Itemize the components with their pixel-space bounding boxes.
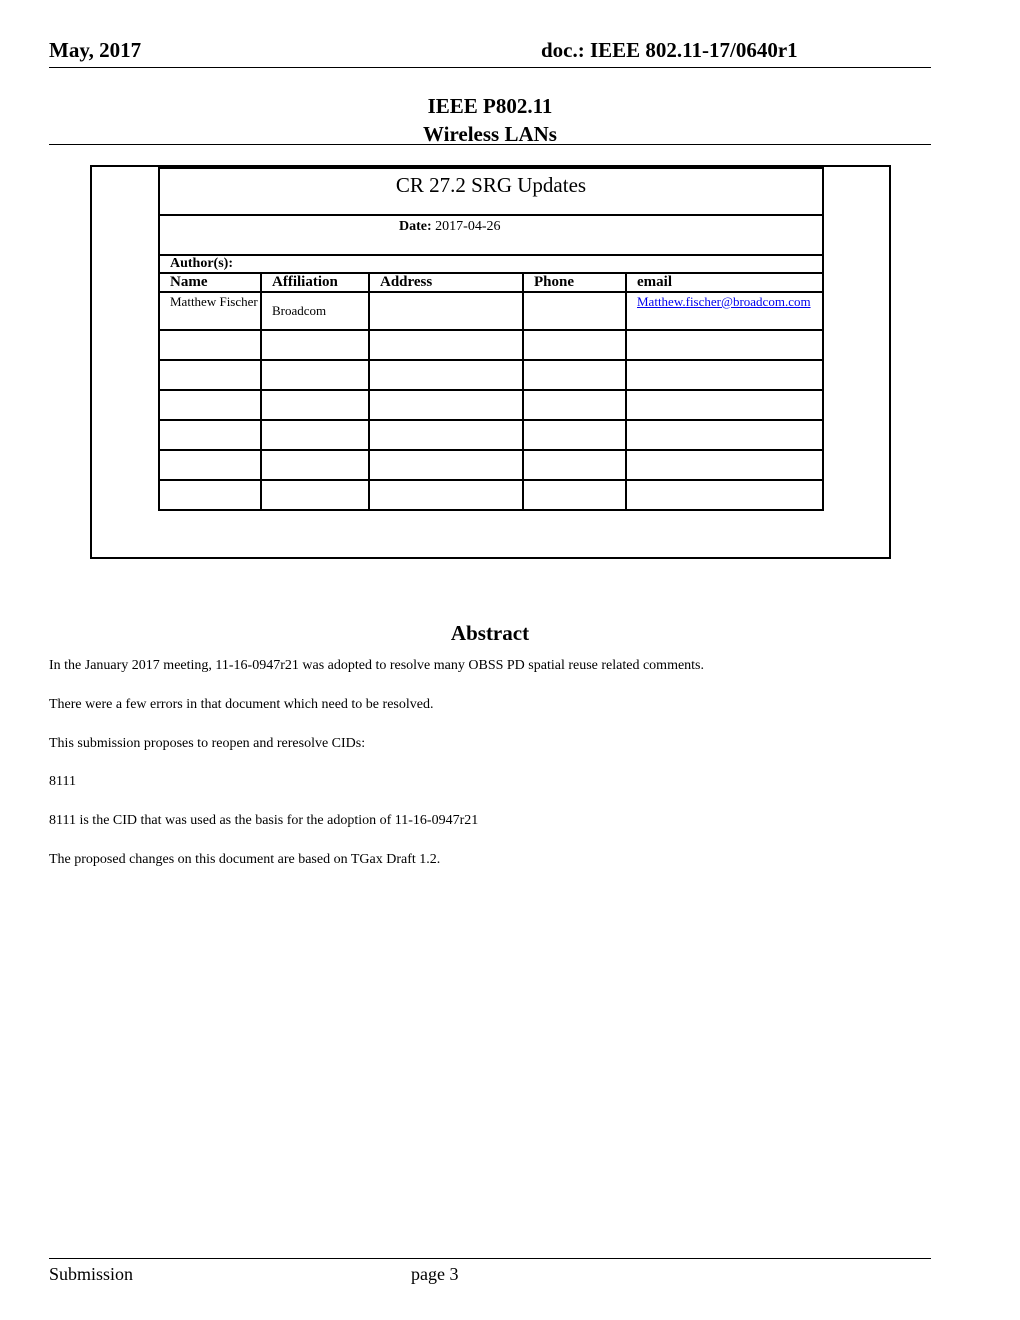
footer-submission: Submission (49, 1264, 134, 1284)
date-value: 2017-04-26 (435, 219, 501, 234)
empty-author-row (159, 420, 823, 450)
title-rule (49, 144, 931, 145)
title-line-1: IEEE P802.11 (427, 94, 553, 118)
author-email-link[interactable]: Matthew.fischer@broadcom.com (637, 294, 811, 309)
abstract-title: Abstract (450, 621, 530, 645)
empty-author-row (159, 450, 823, 480)
date-cell (159, 215, 823, 255)
column-header-phone: Phone (523, 273, 626, 292)
header-date: May, 2017 (49, 38, 142, 62)
document-title: CR 27.2 SRG Updates (395, 173, 587, 197)
title-block (49, 92, 931, 148)
empty-author-row (159, 390, 823, 420)
abstract-paragraph: 8111 is the CID that was used as the basis for the adoption of 11-16-0947r21 (49, 813, 479, 828)
abstract-paragraph: This submission proposes to reopen and reresolve CIDs: (49, 736, 366, 751)
author-name: Matthew Fischer (159, 292, 261, 330)
column-header-affiliation: Affiliation (261, 273, 369, 292)
title-line-2: Wireless LANs (423, 122, 557, 146)
empty-author-row (159, 480, 823, 510)
abstract-paragraph: There were a few errors in that document which need to be resolved. (49, 697, 434, 712)
author-phone (523, 292, 626, 330)
column-header-name: Name (159, 273, 261, 292)
column-header-row (159, 273, 823, 292)
header-doc-id: doc.: IEEE 802.11-17/0640r1 (541, 38, 798, 62)
header-rule (49, 67, 931, 68)
author-row (159, 292, 823, 330)
document-info-table (158, 167, 824, 511)
author-affiliation: Broadcom (261, 292, 369, 330)
footer-page-number: page 3 (411, 1264, 459, 1284)
abstract-paragraph: In the January 2017 meeting, 11-16-0947r21 was adopted to resolve many OBSS PD spatial reuse related comments. (49, 658, 705, 673)
abstract-paragraph: 8111 (49, 774, 76, 789)
empty-author-row (159, 360, 823, 390)
authors-label: Author(s): (159, 255, 823, 273)
column-header-email: email (626, 273, 823, 292)
document-title-cell (159, 168, 823, 215)
author-address (369, 292, 523, 330)
date-label: Date: (399, 219, 432, 234)
empty-author-row (159, 330, 823, 360)
footer-rule (49, 1258, 931, 1259)
abstract-paragraph: The proposed changes on this document are based on TGax Draft 1.2. (49, 852, 441, 867)
column-header-address: Address (369, 273, 523, 292)
